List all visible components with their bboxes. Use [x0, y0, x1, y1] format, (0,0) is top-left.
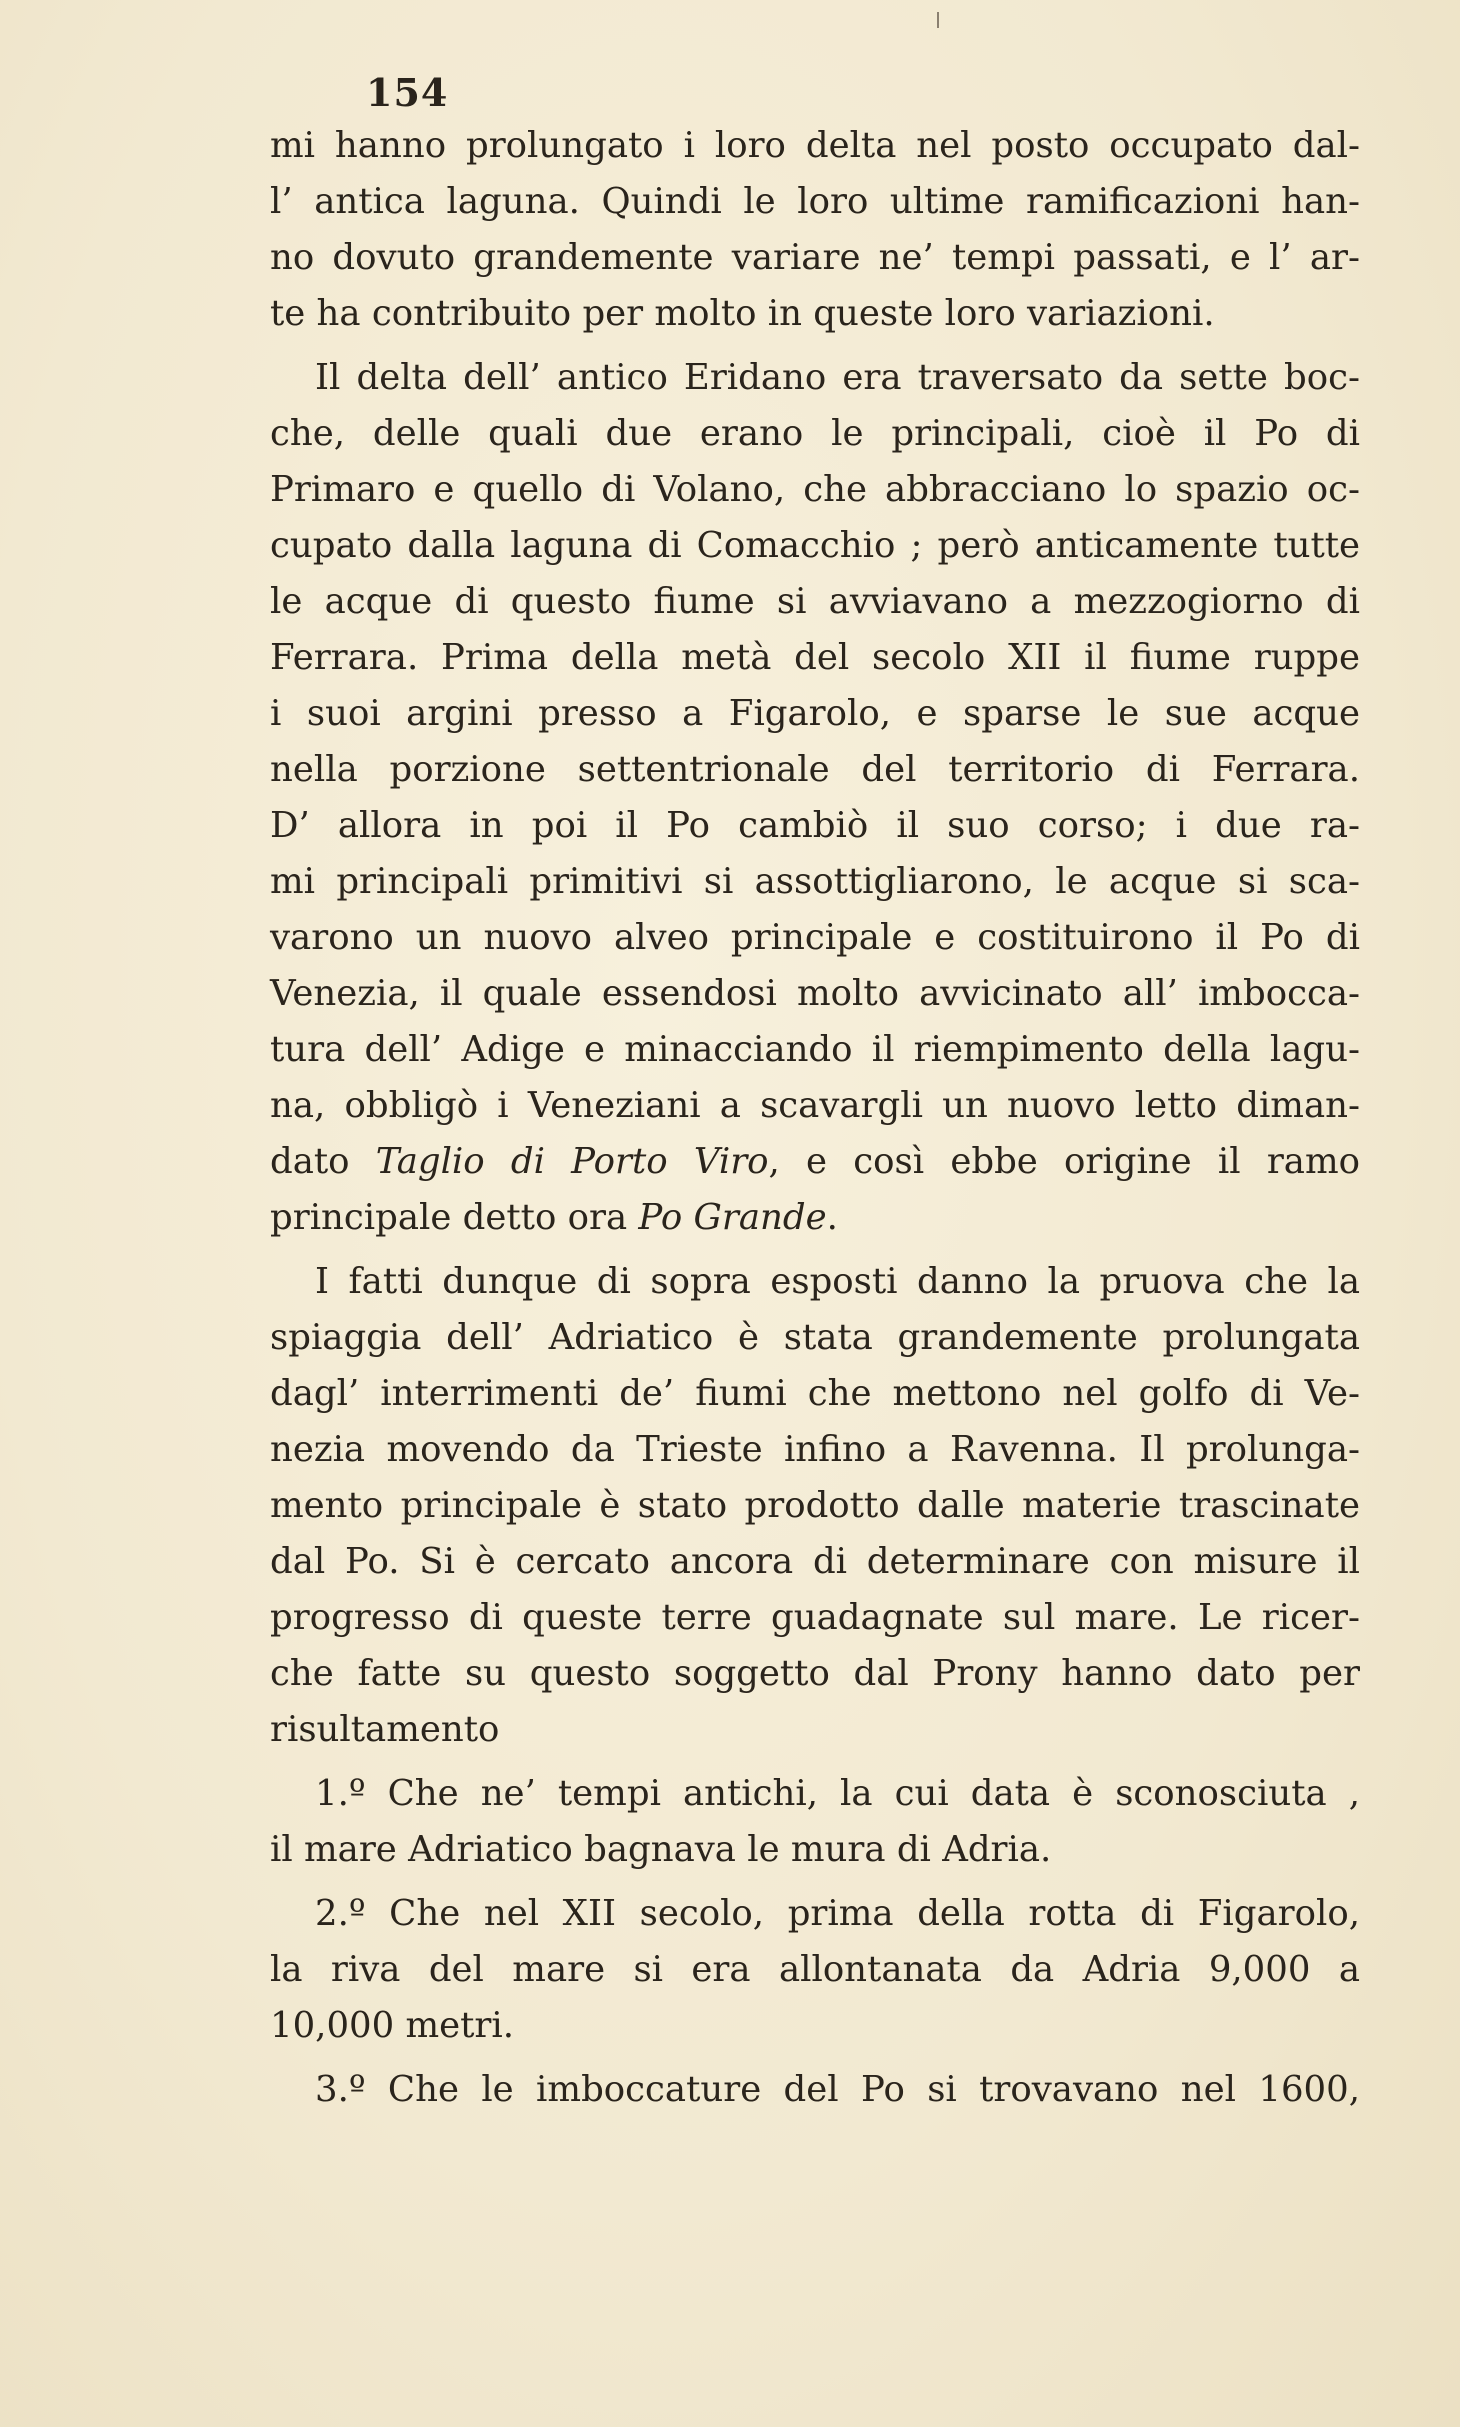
margin-mark — [937, 12, 939, 28]
body-text — [270, 118, 1360, 2118]
text-line: dagl’ interrimenti de’ fiumi che mettono nel golfo di Ve- — [270, 1373, 1360, 1414]
text-line: Primaro e quello di Volano, che abbracciano lo spazio oc- — [270, 469, 1360, 510]
text-line: tura dell’ Adige e minacciando il riempimento della lagu- — [270, 1029, 1360, 1070]
text-run: principale detto ora — [270, 1197, 639, 1238]
text-run: , e così ebbe origine il ramo — [768, 1141, 1360, 1182]
text-line: nezia movendo da Trieste infino a Ravenna. Il prolunga- — [270, 1429, 1360, 1470]
text-line: 1.º Che ne’ tempi antichi, la cui data è sconosciuta , — [315, 1773, 1360, 1814]
text-line: nella porzione settentrionale del territorio di Ferrara. — [270, 749, 1360, 790]
text-line: 2.º Che nel XII secolo, prima della rotta di Figarolo, — [315, 1893, 1360, 1934]
text-line: l’ antica laguna. Quindi le loro ultime ramificazioni han- — [270, 181, 1360, 222]
text-line — [270, 1134, 1360, 1190]
text-line: 3.º Che le imboccature del Po si trovavano nel 1600, — [315, 2069, 1360, 2110]
text-line: varono un nuovo alveo principale e costituirono il Po di — [270, 917, 1360, 958]
text-line: progresso di queste terre guadagnate sul mare. Le ricer- — [270, 1597, 1360, 1638]
text-line: risultamento — [270, 1709, 500, 1750]
text-line: mento principale è stato prodotto dalle materie trascinate — [270, 1485, 1360, 1526]
italic-term: Taglio di Porto Viro — [375, 1141, 769, 1182]
text-line — [270, 1190, 1360, 1246]
text-line: na, obbligò i Veneziani a scavargli un nuovo letto diman- — [270, 1085, 1360, 1126]
italic-term: Po Grande — [638, 1197, 827, 1238]
text-line: Ferrara. Prima della metà del secolo XII il fiume ruppe — [270, 637, 1360, 678]
text-line: dal Po. Si è cercato ancora di determinare con misure il — [270, 1541, 1360, 1582]
text-line: Il delta dell’ antico Eridano era traversato da sette boc- — [315, 357, 1360, 398]
text-line: mi principali primitivi si assottigliarono, le acque si sca- — [270, 861, 1360, 902]
page-number: 154 — [366, 70, 449, 115]
text-line: la riva del mare si era allontanata da Adria 9,000 a — [270, 1949, 1360, 1990]
text-line: te ha contribuito per molto in queste loro variazioni. — [270, 293, 1215, 334]
text-line: Venezia, il quale essendosi molto avvicinato all’ imbocca- — [270, 973, 1360, 1014]
text-line: I fatti dunque di sopra esposti danno la pruova che la — [315, 1261, 1360, 1302]
text-line: cupato dalla laguna di Comacchio ; però anticamente tutte — [270, 525, 1360, 566]
text-line: spiaggia dell’ Adriatico è stata grandemente prolungata — [270, 1317, 1360, 1358]
text-line: mi hanno prolungato i loro delta nel posto occupato dal- — [270, 125, 1360, 166]
text-line: il mare Adriatico bagnava le mura di Adria. — [270, 1829, 1052, 1870]
text-line: i suoi argini presso a Figarolo, e sparse le sue acque — [270, 693, 1360, 734]
text-line: che fatte su questo soggetto dal Prony hanno dato per — [270, 1653, 1360, 1694]
text-run: . — [826, 1197, 838, 1238]
text-run: dato — [270, 1141, 376, 1182]
text-line: 10,000 metri. — [270, 2005, 515, 2046]
text-line: che, delle quali due erano le principali, cioè il Po di — [270, 413, 1360, 454]
text-line: no dovuto grandemente variare ne’ tempi passati, e l’ ar- — [270, 237, 1360, 278]
text-line: D’ allora in poi il Po cambiò il suo corso; i due ra- — [270, 805, 1360, 846]
text-line: le acque di questo fiume si avviavano a mezzogiorno di — [270, 581, 1360, 622]
